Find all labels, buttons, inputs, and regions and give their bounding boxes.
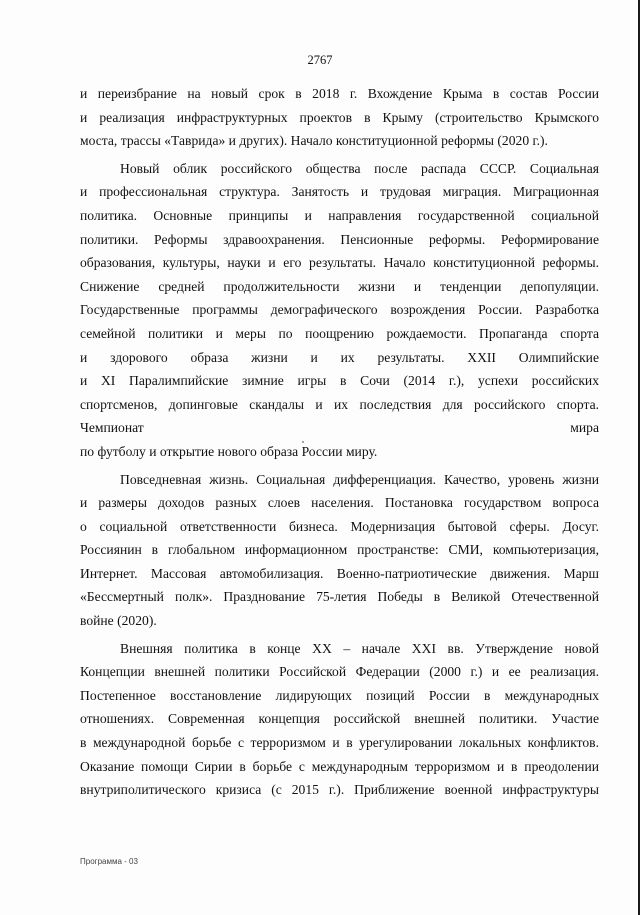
scan-speck — [302, 441, 304, 443]
text-line: по футболу и открытие нового образа России миру. — [80, 443, 378, 459]
text-line: Постепенное восстановление лидирующих позиций России в международных — [80, 687, 599, 703]
text-line: и реализация инфраструктурных проектов в Крыму (строительство Крымского — [80, 109, 599, 125]
text-line: образования, культуры, науки и его результаты. Начало конституционной реформы. — [80, 255, 599, 271]
text-line: Государственные программы демографического возрождения России. Разработка — [80, 302, 599, 318]
text-line: семейной политики и меры по поощрению рождаемости. Пропаганда спорта — [80, 325, 599, 341]
text-line: отношениях. Современная концепция российской внешней политики. Участие — [80, 711, 599, 727]
text-line: и размеры доходов разных слоев населения. Постановка государством вопроса — [80, 495, 599, 511]
text-line: внутриполитического кризиса (с 2015 г.). Приближение военной инфраструктуры — [80, 782, 599, 798]
text-line: и профессиональная структура. Занятость и трудовая миграция. Миграционная — [80, 184, 599, 200]
page-number: 2767 — [307, 53, 333, 67]
text-line: политика. Основные принципы и направления государственной социальной — [80, 207, 599, 223]
text-line: о социальной ответственности бизнеса. Модернизация бытовой сферы. Досуг. — [80, 518, 599, 534]
text-line: Повседневная жизнь. Социальная дифференциация. Качество, уровень жизни — [120, 471, 599, 487]
text-line: Россиянин в глобальном информационном пространстве: СМИ, компьютеризация, — [80, 542, 599, 558]
text-line: Концепции внешней политики Российской Федерации (2000 г.) и ее реализация. — [80, 664, 599, 680]
text-line: спортсменов, допинговые скандалы и их последствия для российского спорта. — [80, 396, 599, 412]
text-line: и здорового образа жизни и их результаты. XXII Олимпийские — [80, 349, 599, 365]
text-line: политики. Реформы здравоохранения. Пенсионные реформы. Реформирование — [80, 231, 599, 247]
text-line: Внешняя политика в конце XX – начале XXI вв. Утверждение новой — [120, 640, 599, 656]
text-line: Чемпионат мира — [80, 420, 599, 436]
text-line: Новый облик российского общества после распада СССР. Социальная — [120, 160, 599, 176]
text-line: «Бессмертный полк». Празднование 75-летия Победы в Великой Отечественной — [80, 589, 599, 605]
text-line: Оказание помощи Сирии в борьбе с международным терроризмом и в преодолении — [80, 758, 599, 774]
text-line: и переизбрание на новый срок в 2018 г. Вхождение Крыма в состав России — [80, 86, 599, 101]
text-line: Интернет. Массовая автомобилизация. Военно-патриотические движения. Марш — [80, 565, 599, 581]
text-line: моста, трассы «Таврида» и других). Начало конституционной реформы (2020 г.). — [80, 133, 548, 149]
text-line: войне (2020). — [80, 613, 157, 629]
footer-label: Программа - 03 — [80, 857, 138, 866]
text-line: и XI Паралимпийские зимние игры в Сочи (2014 г.), успехи российских — [80, 373, 599, 389]
text-line: в международной борьбе с терроризмом и в урегулировании локальных конфликтов. — [80, 735, 599, 751]
body-text — [80, 82, 599, 802]
text-line: Снижение средней продолжительности жизни и тенденции депопуляции. — [80, 278, 599, 294]
